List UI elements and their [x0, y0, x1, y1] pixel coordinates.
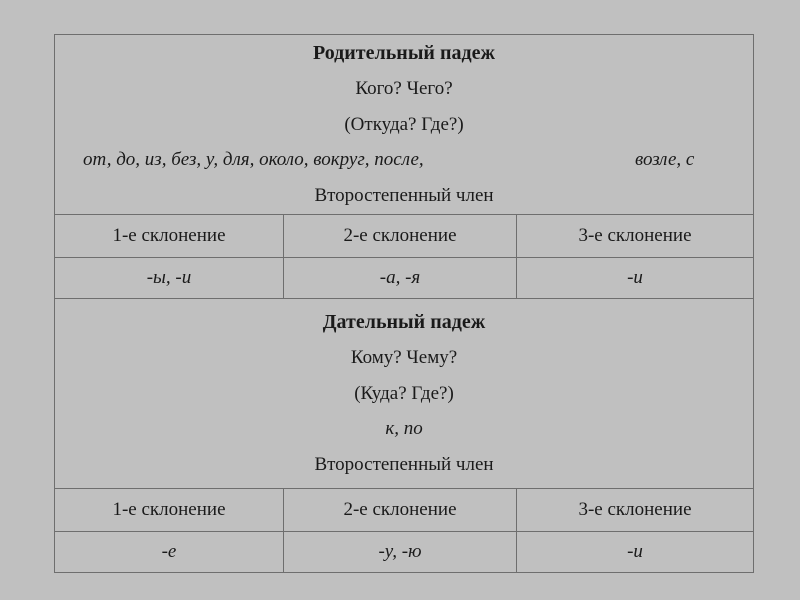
dative-adverbial-questions: (Куда? Где?): [354, 382, 454, 404]
dative-declension-row: [55, 488, 754, 531]
genitive-prepositions-tail: возле, с: [635, 149, 695, 171]
dative-header-row: [55, 299, 754, 488]
dative-endings-row: [55, 531, 754, 572]
genitive-declension-3: 3-е склонение: [517, 215, 754, 258]
genitive-endings-row: [55, 258, 754, 299]
dative-questions: Кому? Чему?: [350, 347, 458, 369]
genitive-prepositions-main: от, до, из, без, у, для, около, вокруг, после,: [83, 149, 424, 171]
dative-ending-1: -е: [55, 531, 284, 572]
dative-header-cell: [55, 299, 754, 488]
dative-title: Дательный падеж: [322, 310, 486, 333]
genitive-questions: Кого? Чего?: [355, 78, 453, 100]
genitive-header-cell: [55, 35, 754, 215]
dative-ending-3: -и: [517, 531, 754, 572]
genitive-ending-3: -и: [517, 258, 754, 299]
case-table: [54, 34, 754, 573]
genitive-prepositions: [55, 142, 753, 178]
genitive-adverbial-questions: (Откуда? Где?): [344, 113, 464, 135]
dative-declension-2: 2-е склонение: [284, 488, 517, 531]
dative-prepositions: к, по: [385, 418, 423, 440]
genitive-header-row: [55, 35, 754, 215]
dative-declension-1: 1-е склонение: [55, 488, 284, 531]
genitive-ending-1: -ы, -и: [55, 258, 284, 299]
genitive-title: Родительный падеж: [313, 41, 495, 64]
genitive-sentence-role: Второстепенный член: [314, 184, 494, 206]
dative-sentence-role: Второстепенный член: [314, 453, 494, 475]
genitive-declension-row: [55, 215, 754, 258]
dative-ending-2: -у, -ю: [284, 531, 517, 572]
genitive-declension-2: 2-е склонение: [284, 215, 517, 258]
genitive-ending-2: -а, -я: [284, 258, 517, 299]
dative-declension-3: 3-е склонение: [517, 488, 754, 531]
genitive-declension-1: 1-е склонение: [55, 215, 284, 258]
